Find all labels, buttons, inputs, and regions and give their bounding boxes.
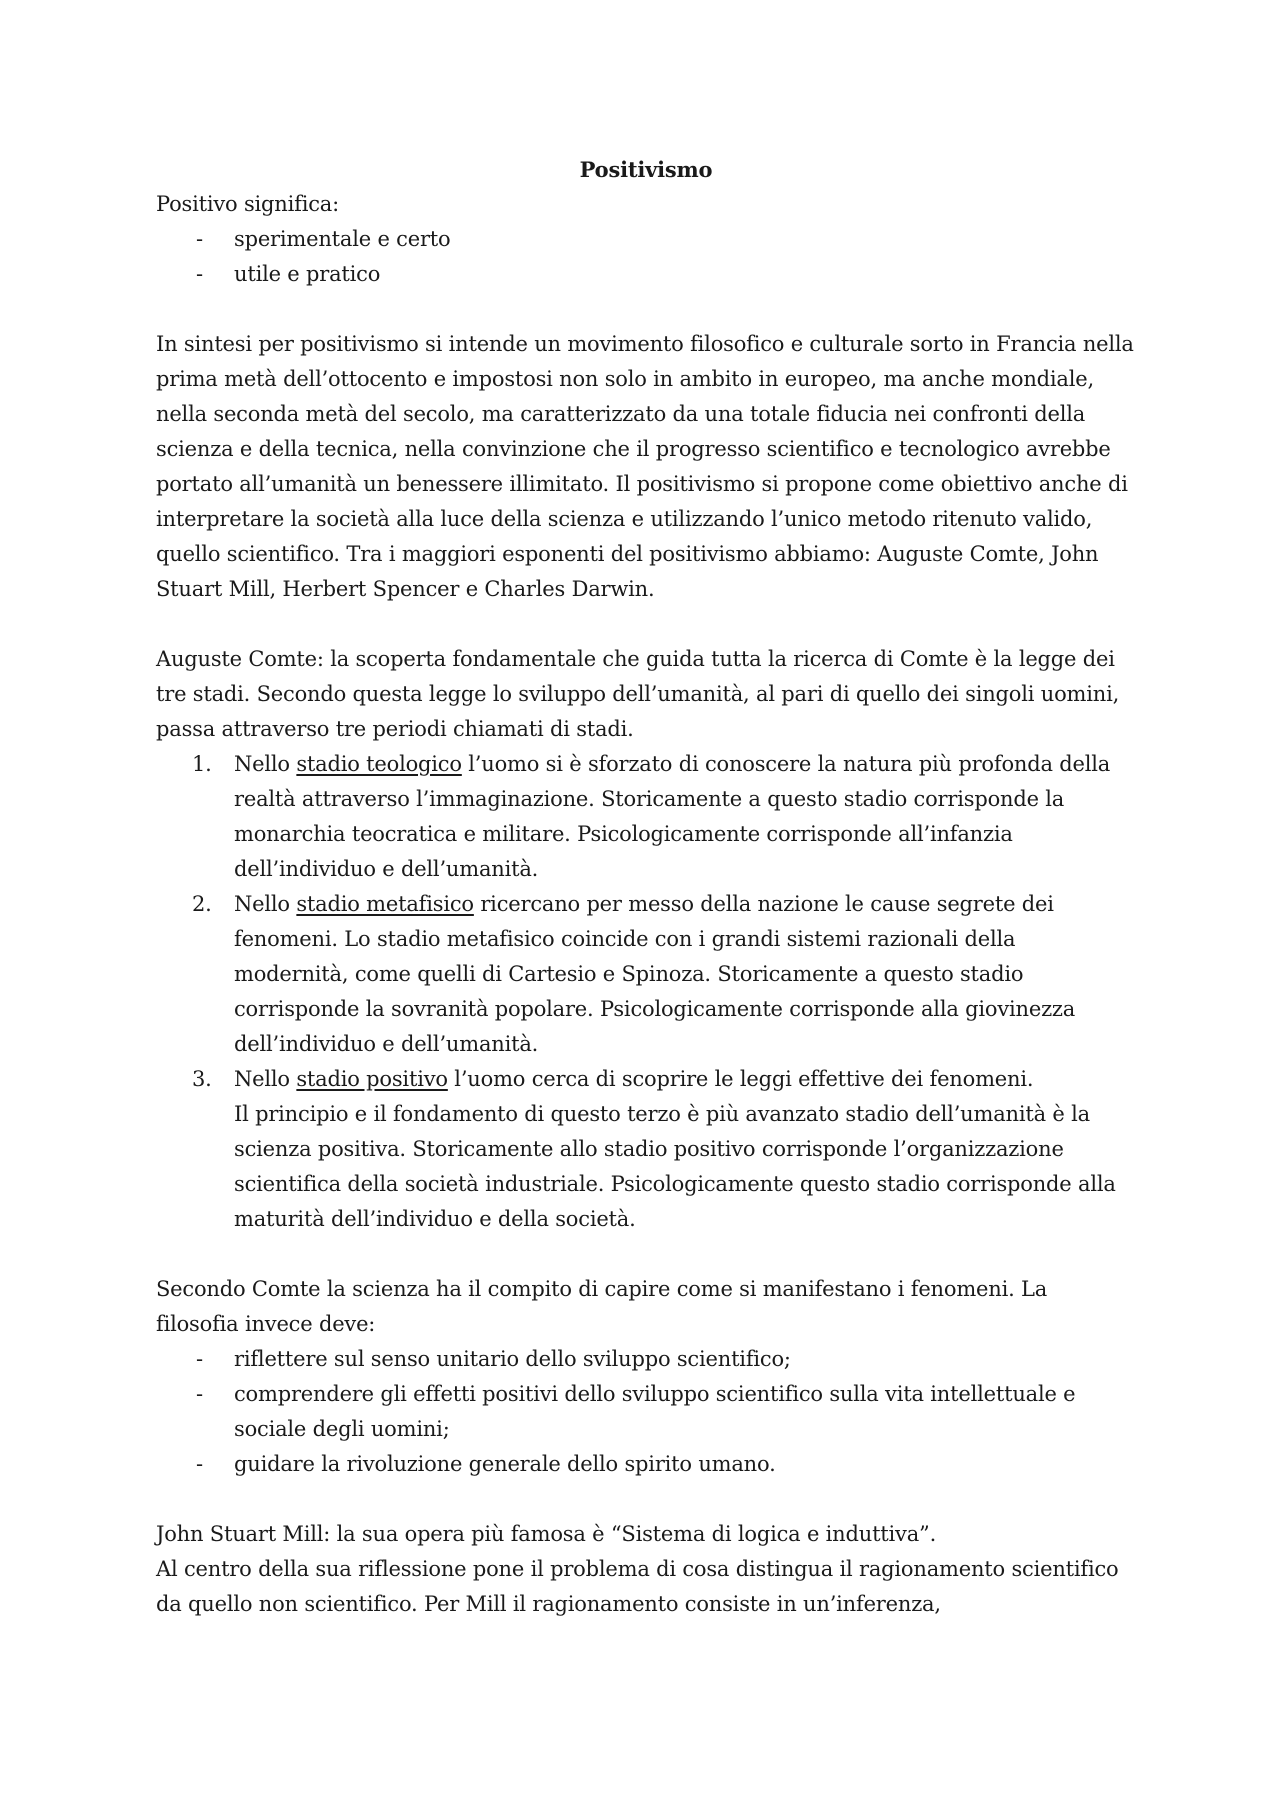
mill-line-2: Al centro della sua riflessione pone il problema di cosa distingua il ragionamento scientifico da quello non scientifico. Per Mill il ragionamento consiste in un’inferenza, — [156, 1557, 1119, 1616]
stage-term: stadio metafisico — [296, 892, 474, 916]
dash-bullet: - — [196, 1347, 203, 1371]
stage-item — [156, 887, 1136, 1062]
stage-item — [156, 1062, 1136, 1237]
stage-text: l’uomo si è sforzato di conoscere la natura più profonda della realtà attraverso l’immaginazione. Storicamente a questo stadio corrisponde la monarchia teocratica e militare. Psicologicamente corrisponde all’infanzia dell’individuo e dell’umanità. — [234, 752, 1111, 881]
list-item — [156, 257, 1136, 292]
stage-term: stadio teologico — [296, 752, 462, 776]
stage-term: stadio positivo — [296, 1067, 448, 1091]
list-item — [156, 1377, 1136, 1447]
list-item-text: riflettere sul senso unitario dello sviluppo scientifico; — [234, 1347, 791, 1371]
list-item-text: sperimentale e certo — [234, 227, 451, 251]
stage-pre: Nello — [234, 1067, 297, 1091]
stage-number: 1. — [192, 752, 212, 776]
spacer — [156, 1482, 1136, 1517]
dash-bullet: - — [196, 262, 203, 286]
list-item — [156, 1447, 1136, 1482]
stage-pre: Nello — [234, 892, 297, 916]
spacer — [156, 1237, 1136, 1272]
comte-intro-paragraph: Auguste Comte: la scoperta fondamentale che guida tutta la ricerca di Comte è la legge dei tre stadi. Secondo questa legge lo sviluppo dell’umanità, al pari di quello dei singoli uomini, passa attraverso tre periodi chiamati di stadi. — [156, 647, 1120, 741]
stage-continuation: Il principio e il fondamento di questo terzo è più avanzato stadio dell’umanità è la scienza positiva. Storicamente allo stadio positivo corrisponde l’organizzazione scientifica della società industriale. Psicologicamente questo stadio corrisponde alla maturità dell’individuo e della società. — [234, 1102, 1116, 1231]
philosophy-list — [156, 1342, 1136, 1482]
list-item — [156, 222, 1136, 257]
list-item-text: guidare la rivoluzione generale dello spirito umano. — [234, 1452, 776, 1476]
philosophy-lead: Secondo Comte la scienza ha il compito di capire come si manifestano i fenomeni. La filosofia invece deve: — [156, 1277, 1048, 1336]
document-page — [156, 152, 1136, 1622]
page-title: Positivismo — [579, 157, 713, 182]
stage-pre: Nello — [234, 752, 297, 776]
stage-number: 2. — [192, 892, 212, 916]
stages-list — [156, 747, 1136, 1237]
dash-bullet: - — [196, 1382, 203, 1406]
intro-lead: Positivo significa: — [156, 192, 339, 216]
dash-bullet: - — [196, 227, 203, 251]
intro-list — [156, 222, 1136, 292]
stage-item — [156, 747, 1136, 887]
spacer — [156, 607, 1136, 642]
list-item — [156, 1342, 1136, 1377]
dash-bullet: - — [196, 1452, 203, 1476]
list-item-text: comprendere gli effetti positivi dello sviluppo scientifico sulla vita intellettuale e sociale degli uomini; — [234, 1382, 1076, 1441]
synthesis-paragraph: In sintesi per positivismo si intende un movimento filosofico e culturale sorto in Francia nella prima metà dell’ottocento e impostosi non solo in ambito in europeo, ma anche mondiale, nella seconda metà del secolo, ma caratterizzato da una totale fiducia nei confronti della scienza e della tecnica, nella convinzione che il progresso scientifico e tecnologico avrebbe portato all’umanità un benessere illimitato. Il positivismo si propone come obiettivo anche di interpretare la società alla luce della scienza e utilizzando l’unico metodo ritenuto valido, quello scientifico. Tra i maggiori esponenti del positivismo abbiamo: Auguste Comte, John Stuart Mill, Herbert Spencer e Charles Darwin. — [156, 332, 1134, 601]
spacer — [156, 292, 1136, 327]
stage-text: l’uomo cerca di scoprire le leggi effettive dei fenomeni. — [447, 1067, 1034, 1091]
stage-text: ricercano per messo della nazione le cause segrete dei fenomeni. Lo stadio metafisico coincide con i grandi sistemi razionali della modernità, come quelli di Cartesio e Spinoza. Storicamente a questo stadio corrisponde la sovranità popolare. Psicologicamente corrisponde alla giovinezza dell’individuo e dell’umanità. — [234, 892, 1076, 1056]
mill-line-1: John Stuart Mill: la sua opera più famosa è “Sistema di logica e induttiva”. — [156, 1522, 937, 1546]
list-item-text: utile e pratico — [234, 262, 381, 286]
stage-number: 3. — [192, 1067, 212, 1091]
